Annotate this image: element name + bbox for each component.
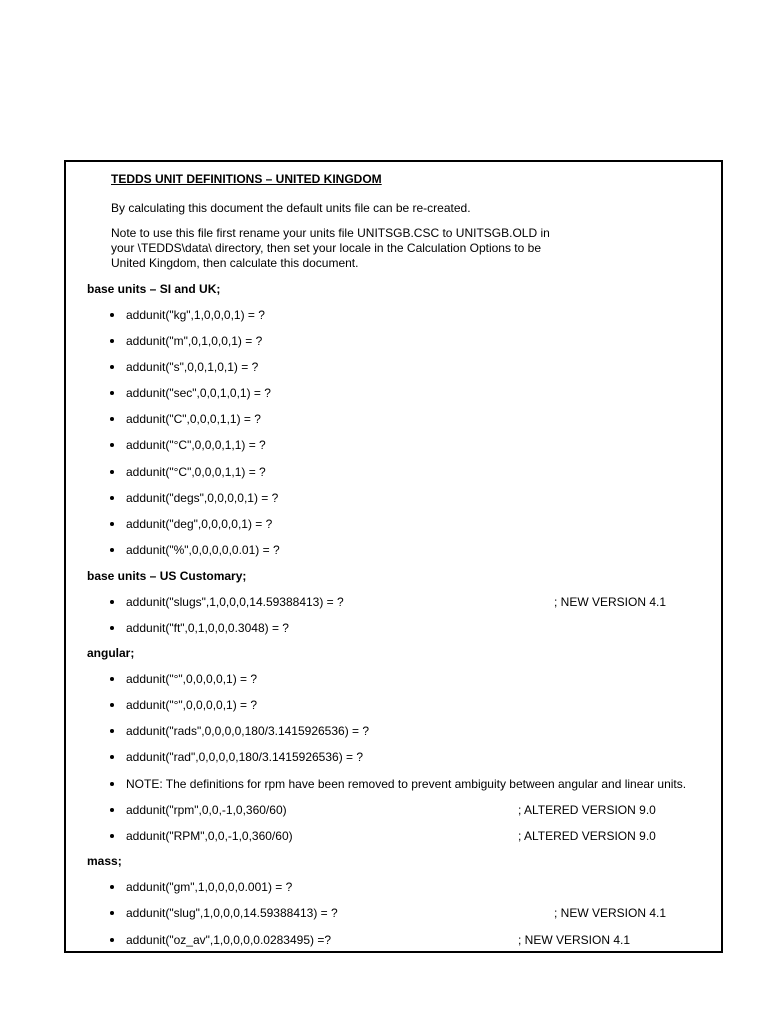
list-item [110,517,272,531]
list-item-text: addunit("RPM",0,0,-1,0,360/60) [126,829,293,843]
version-comment: ; ALTERED VERSION 9.0 [518,829,656,843]
list-item [110,491,278,505]
note-paragraph: Note to use this file first rename your units file UNITSGB.CSC to UNITSGB.OLD in your \TEDDS\data\ directory, then set your locale in the Calculation Options to be United Kingdom, then calculate this document. [111,226,550,270]
list-item [110,750,363,764]
document-page [64,160,723,953]
section-heading-angular: angular; [87,646,135,660]
document-content [66,162,721,951]
section-heading-si-uk: base units – SI and UK; [87,282,221,296]
bullet-icon [110,885,114,889]
bullet-icon [110,391,114,395]
list-item [110,724,369,738]
section-heading-mass: mass; [87,854,122,868]
list-item-text: addunit("slugs",1,0,0,0,14.59388413) = ? [126,595,344,609]
list-item [110,906,338,920]
list-item [110,621,289,635]
bullet-icon [110,339,114,343]
list-item-text: addunit("°C",0,0,0,1,1) = ? [126,465,266,479]
version-comment: ; NEW VERSION 4.1 [554,595,667,609]
list-item [110,698,257,712]
bullet-icon [110,313,114,317]
list-item [110,438,266,452]
bullet-icon [110,755,114,759]
list-item-text: addunit("gm",1,0,0,0,0.001) = ? [126,880,293,894]
version-comment: ; ALTERED VERSION 9.0 [518,803,656,817]
list-item-text: addunit("°C",0,0,0,1,1) = ? [126,438,266,452]
list-item [110,386,271,400]
bullet-icon [110,703,114,707]
list-item-text: addunit("°",0,0,0,0,1) = ? [126,698,258,712]
list-item-text: NOTE: The definitions for rpm have been removed to prevent ambiguity between angular and linear units. [126,777,687,791]
list-item-text: addunit("rpm",0,0,-1,0,360/60) [126,803,287,817]
bullet-icon [110,938,114,942]
list-item-text: addunit("s",0,0,1,0,1) = ? [126,360,259,374]
bullet-icon [110,911,114,915]
list-item-text: addunit("%",0,0,0,0,0.01) = ? [126,543,280,557]
bullet-icon [110,677,114,681]
list-item-text: addunit("degs",0,0,0,0,1) = ? [126,491,279,505]
bullet-icon [110,417,114,421]
list-item-text: addunit("sec",0,0,1,0,1) = ? [126,386,271,400]
list-item-text: addunit("rad",0,0,0,0,180/3.1415926536) = ? [126,750,364,764]
list-item [110,672,257,686]
bullet-icon [110,522,114,526]
bullet-icon [110,808,114,812]
list-item-text: addunit("kg",1,0,0,0,1) = ? [126,308,265,322]
list-item [110,777,686,791]
list-item [110,412,261,426]
list-item [110,595,344,609]
bullet-icon [110,600,114,604]
bullet-icon [110,443,114,447]
list-item-text: addunit("C",0,0,0,1,1) = ? [126,412,261,426]
bullet-icon [110,548,114,552]
list-item-text: addunit("oz_av",1,0,0,0,0.0283495) =? [126,933,332,947]
bullet-icon [110,834,114,838]
list-item [110,334,262,348]
intro-paragraph: By calculating this document the default units file can be re-created. [111,201,471,215]
bullet-icon [110,470,114,474]
list-item [110,465,266,479]
bullet-icon [110,365,114,369]
list-item [110,803,287,817]
list-item [110,829,293,843]
version-comment: ; NEW VERSION 4.1 [518,933,631,947]
bullet-icon [110,729,114,733]
list-item [110,308,265,322]
list-item [110,543,280,557]
bullet-icon [110,496,114,500]
bullet-icon [110,782,114,786]
list-item-text: addunit("°",0,0,0,0,1) = ? [126,672,258,686]
section-heading-us-customary: base units – US Customary; [87,569,247,583]
document-title: TEDDS UNIT DEFINITIONS – UNITED KINGDOM [111,172,382,186]
list-item [110,933,331,947]
list-item-text: addunit("rads",0,0,0,0,180/3.1415926536) = ? [126,724,370,738]
list-item [110,360,258,374]
list-item-text: addunit("ft",0,1,0,0,0.3048) = ? [126,621,289,635]
list-item-text: addunit("m",0,1,0,0,1) = ? [126,334,263,348]
list-item-text: addunit("deg",0,0,0,0,1) = ? [126,517,273,531]
version-comment: ; NEW VERSION 4.1 [554,906,667,920]
bullet-icon [110,626,114,630]
list-item-text: addunit("slug",1,0,0,0,14.59388413) = ? [126,906,338,920]
list-item [110,880,292,894]
